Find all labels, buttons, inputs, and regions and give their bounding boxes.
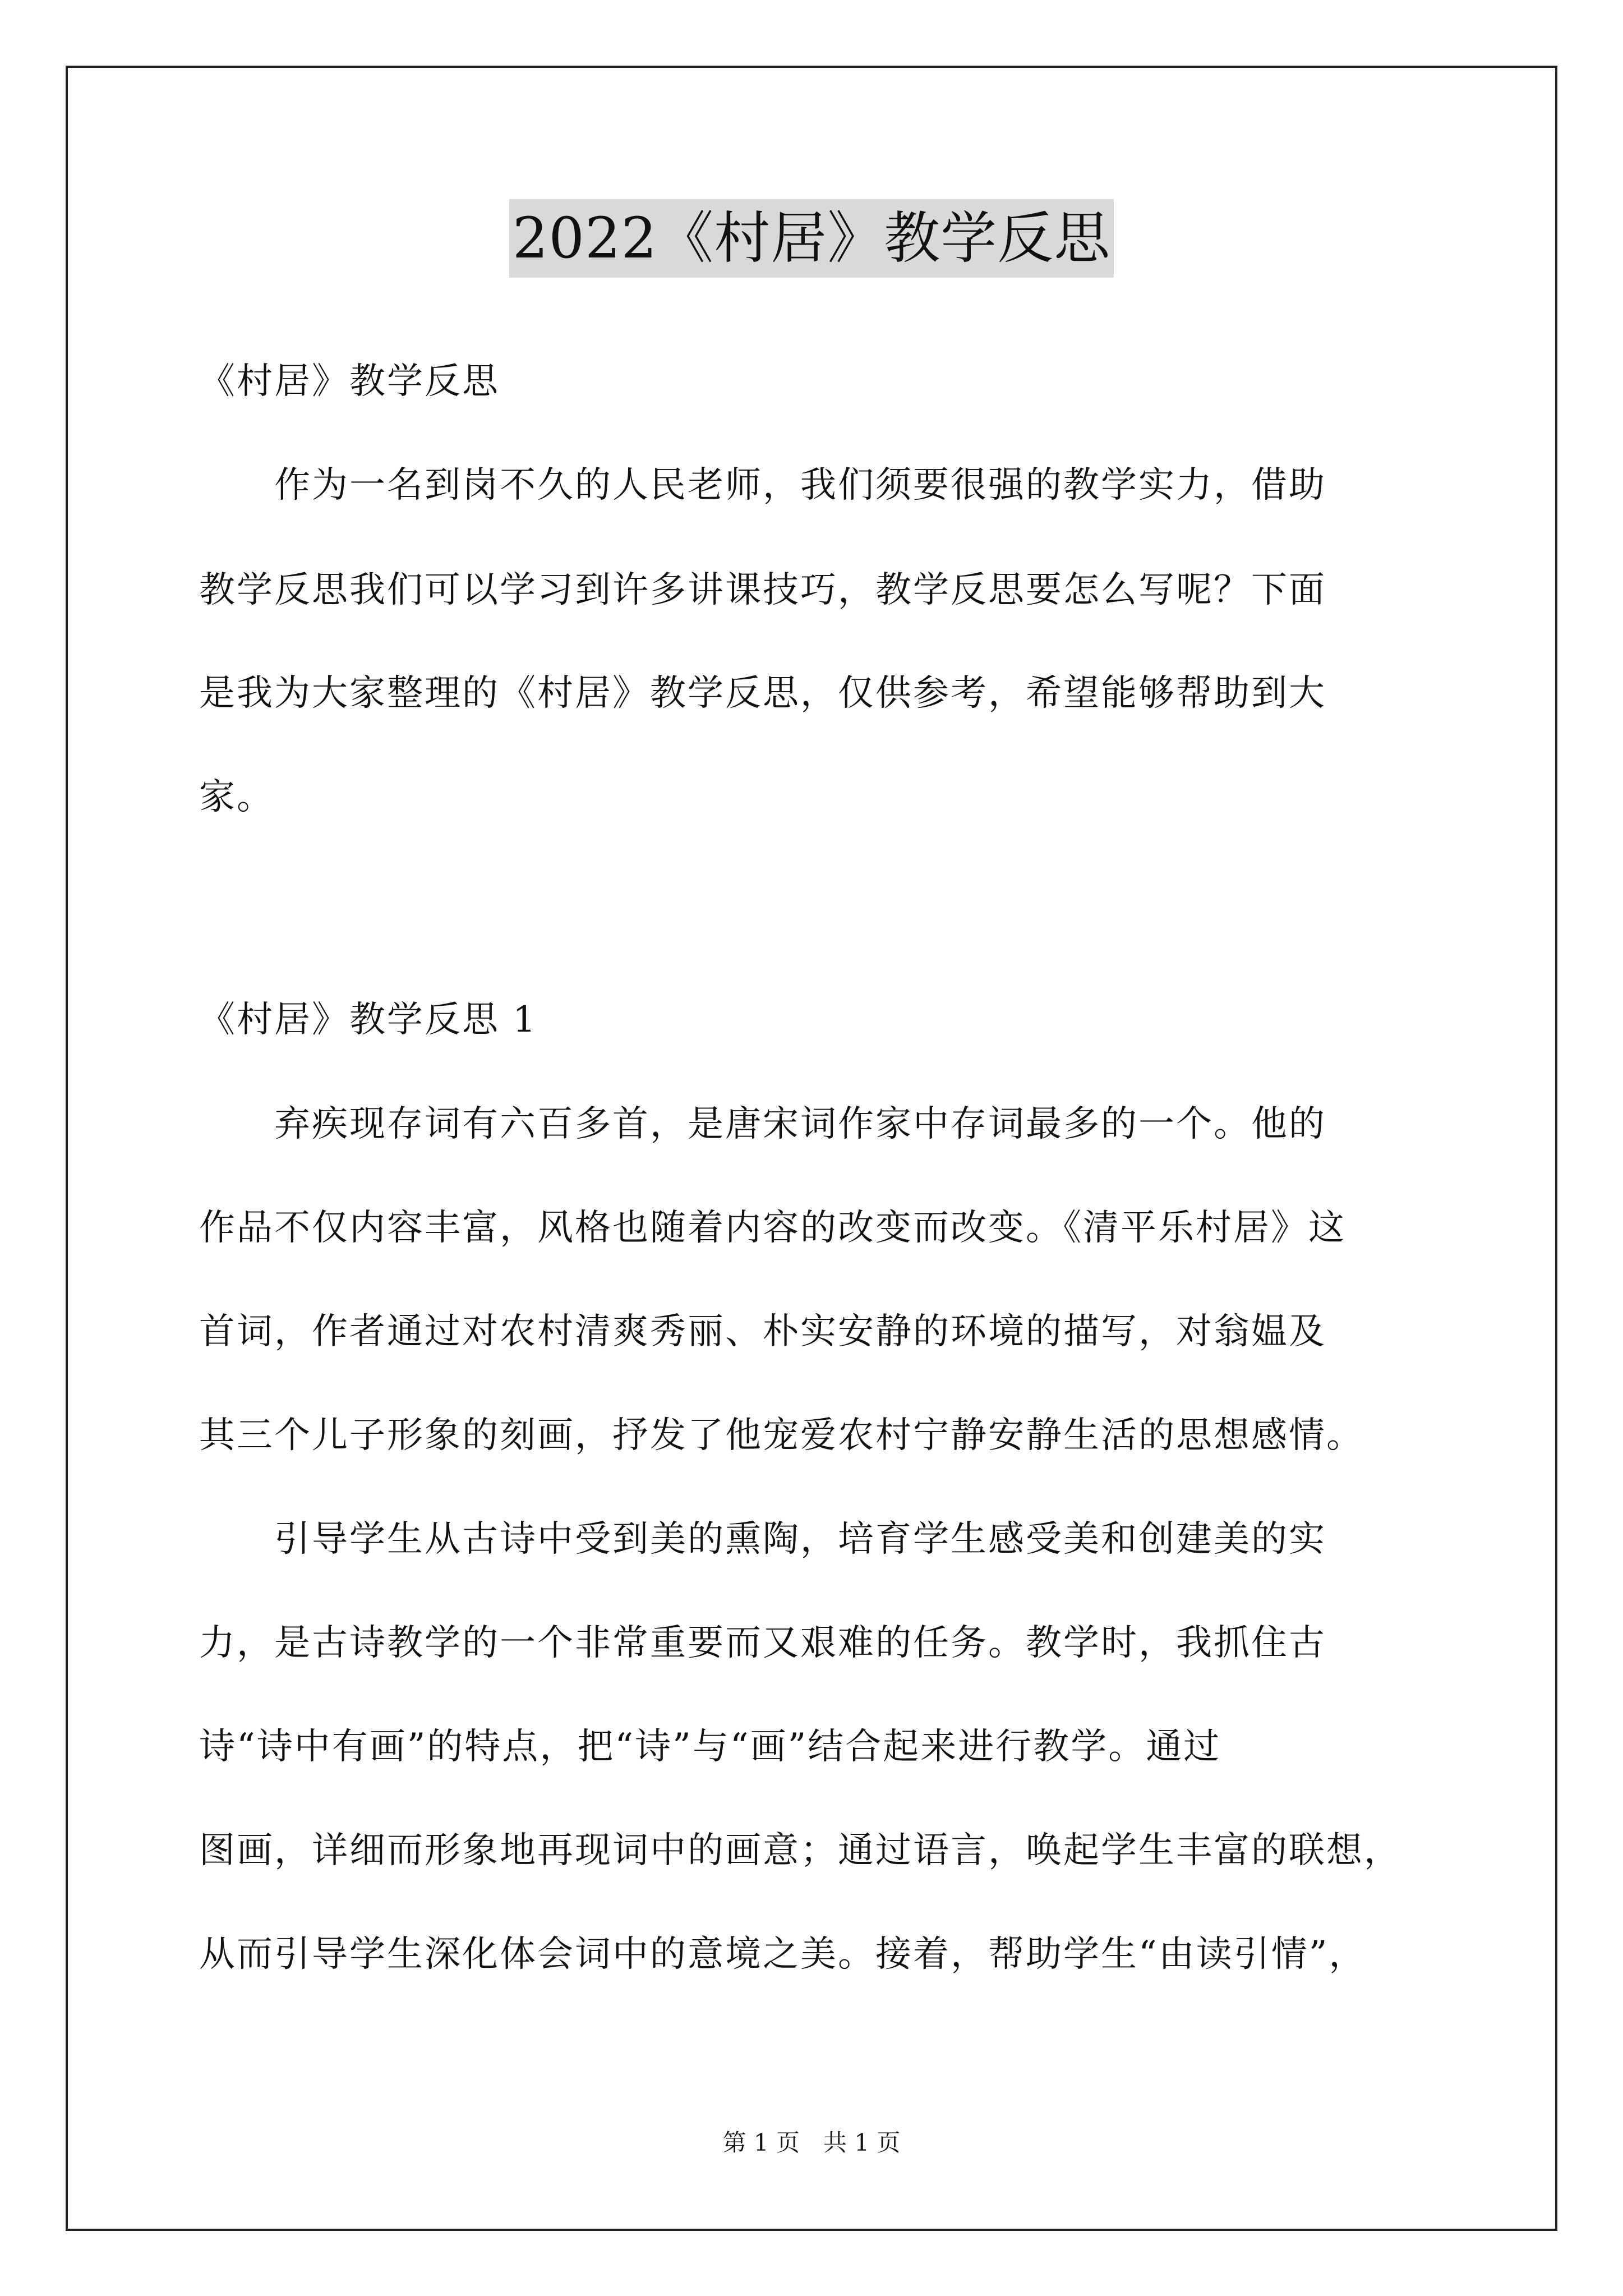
paragraph-line: 力，是古诗教学的一个非常重要而又艰难的任务。教学时，我抓住古 <box>199 1622 1326 1664</box>
paragraph-line: 是我为大家整理的《村居》教学反思，仅供参考，希望能够帮助到大 <box>199 673 1326 714</box>
paragraph-line: 家。 <box>199 776 274 818</box>
section-heading: 《村居》教学反思 1 <box>199 999 538 1041</box>
paragraph-line: 弃疾现存词有六百多首，是唐宋词作家中存词最多的一个。他的 <box>199 1103 1326 1145</box>
paragraph-line: 引导学生从古诗中受到美的熏陶，培育学生感受美和创建美的实 <box>199 1519 1326 1560</box>
section-heading: 《村居》教学反思 <box>199 361 500 402</box>
paragraph-line: 诗“诗中有画”的特点，把“诗”与“画”结合起来进行教学。通过 <box>199 1726 1221 1768</box>
paragraph-line: 图画，详细而形象地再现词中的画意；通过语言，唤起学生丰富的联想， <box>199 1830 1401 1871</box>
title-container <box>0 199 1623 278</box>
paragraph-line: 从而引导学生深化体会词中的意境之美。接着，帮助学生“由读引情”， <box>199 1934 1367 1975</box>
paragraph-line: 其三个儿子形象的刻画，抒发了他宠爱农村宁静安静生活的思想感情。 <box>199 1415 1364 1456</box>
paragraph-line: 作为一名到岗不久的人民老师，我们须要很强的教学实力，借助 <box>199 464 1326 506</box>
page-footer: 第 1 页 共 1 页 <box>722 2129 901 2156</box>
paragraph-line: 教学反思我们可以学习到许多讲课技巧，教学反思要怎么写呢？下面 <box>199 569 1326 611</box>
paragraph-line: 作品不仅内容丰富，风格也随着内容的改变而改变。《清平乐村居》这 <box>199 1207 1346 1249</box>
document-title: 2022《村居》教学反思 <box>509 199 1114 278</box>
paragraph-line: 首词，作者通过对农村清爽秀丽、朴实安静的环境的描写，对翁媪及 <box>199 1311 1326 1352</box>
